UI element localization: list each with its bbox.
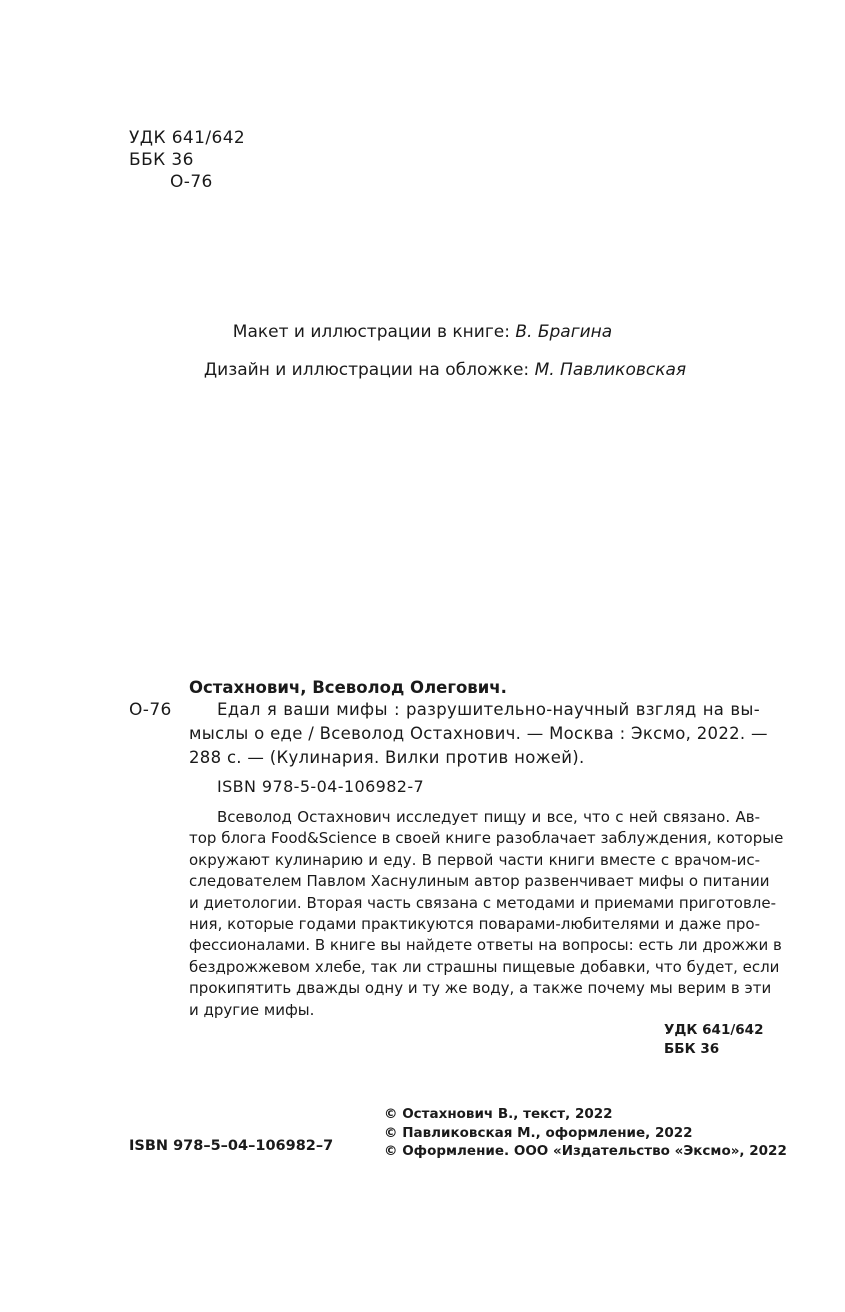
annotation-line: тор блога Food&Science в своей книге разоблачает заблуждения, которые: [189, 829, 784, 848]
bib-line: мыслы о еде / Всеволод Остахнович. — Москва : Эксмо, 2022. —: [189, 724, 768, 743]
bbk-code: ББК 36: [129, 150, 194, 170]
cover-credit: [0, 359, 845, 381]
record-isbn: ISBN 978-5-04-106982-7: [217, 777, 425, 796]
annotation-line: фессионалами. В книге вы найдете ответы на вопросы: есть ли дрожжи в: [189, 936, 782, 955]
annotation-line: ния, которые годами практикуются поварами-любителями и даже про-: [189, 914, 760, 933]
record-bbk: ББК 36: [664, 1041, 720, 1057]
annotation-line: Всеволод Остахнович исследует пищу и все, что с ней связано. Ав-: [217, 808, 760, 826]
record-codes: [664, 1021, 763, 1059]
author-heading: Остахнович, Всеволод Олегович.: [189, 678, 507, 697]
layout-credit-label: Макет и иллюстрации в книге:: [232, 322, 516, 342]
copyright-line: © Оформление. ООО «Издательство «Эксмо», 2022: [384, 1143, 787, 1159]
author-sign: О-76: [170, 172, 213, 192]
bib-line: Едал я ваши мифы : разрушительно-научный взгляд на вы-: [217, 700, 760, 719]
annotation-line: окружают кулинарию и еду. В первой части книги вместе с врачом-ис-: [189, 850, 760, 869]
annotation: [189, 807, 784, 1021]
layout-credit: [0, 321, 845, 343]
copyright-block: [384, 1105, 787, 1161]
copyright-line: © Остахнович В., текст, 2022: [384, 1106, 613, 1122]
cover-credit-label: Дизайн и иллюстрации на обложке:: [203, 360, 535, 380]
layout-credit-name: В. Брагина: [515, 322, 613, 342]
copyright-line: © Павликовская М., оформление, 2022: [384, 1124, 693, 1141]
annotation-line: прокипятить дважды одну и ту же воду, а также почему мы верим в эти: [189, 979, 772, 998]
bibliographic-description: [189, 698, 768, 770]
bib-line: 288 с. — (Кулинария. Вилки против ножей).: [189, 748, 585, 767]
cover-credit-name: М. Павликовская: [534, 360, 687, 380]
annotation-line: и другие мифы.: [189, 1000, 315, 1019]
record-author-sign: О-76: [129, 700, 172, 720]
annotation-line: и диетологии. Вторая часть связана с методами и приемами приготовле-: [189, 893, 777, 912]
annotation-line: бездрожжевом хлебе, так ли страшны пищевые добавки, что будет, если: [189, 957, 780, 976]
footer-isbn: ISBN 978–5–04–106982–7: [129, 1138, 334, 1154]
annotation-line: следователем Павлом Хаснулиным автор развенчивает мифы о питании: [189, 872, 770, 891]
record-udk: УДК 641/642: [664, 1022, 764, 1038]
udk-code: УДК 641/642: [129, 128, 246, 148]
